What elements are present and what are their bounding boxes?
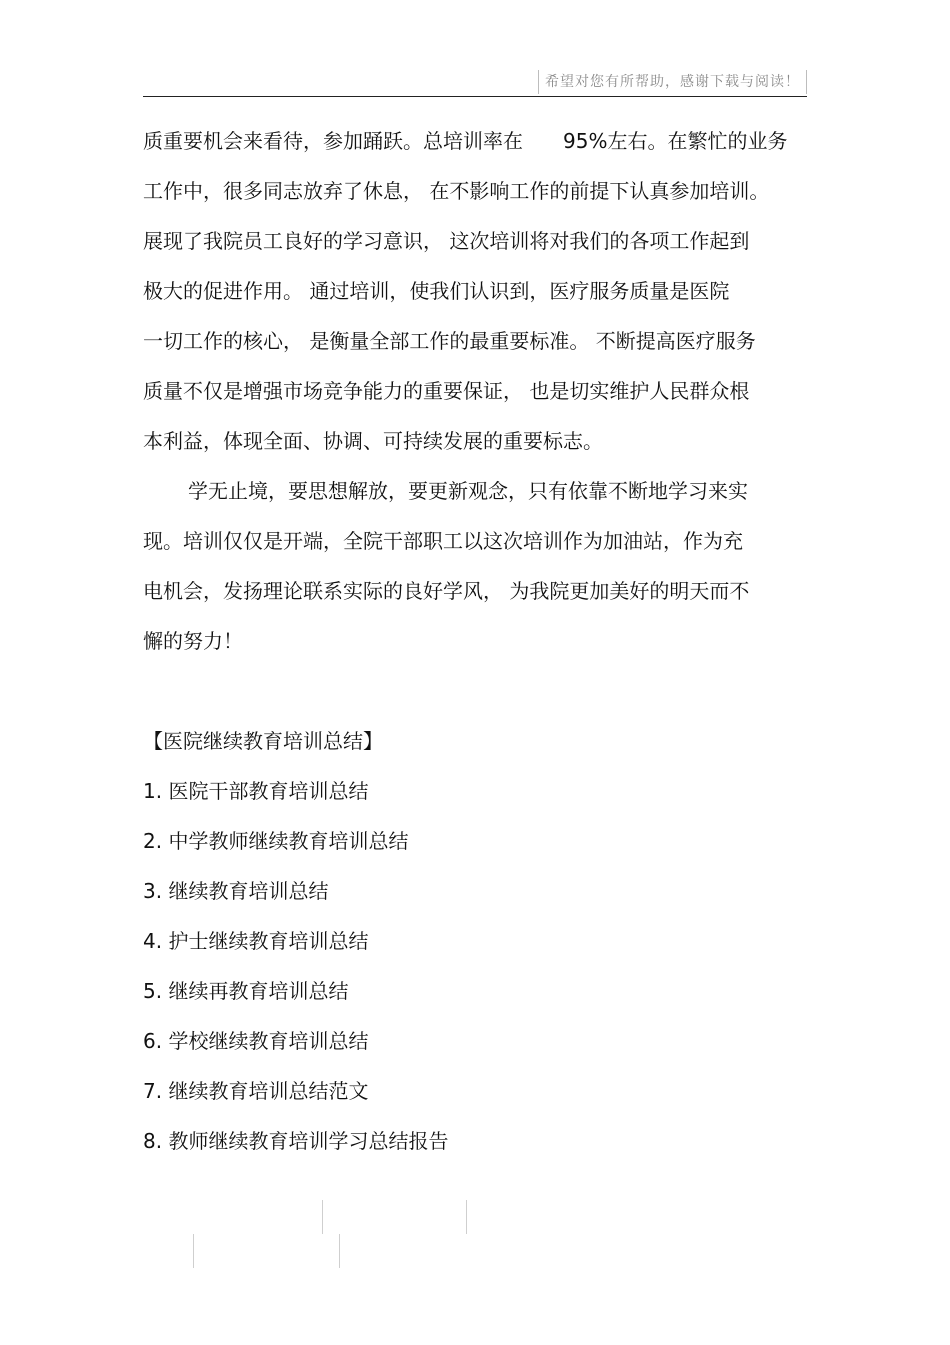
header-note: 希望对您有所帮助，感谢下载与阅读！	[538, 70, 807, 94]
related-item-7[interactable]: 7. 继续教育培训总结范文	[143, 1079, 369, 1103]
body-line: 一切工作的核心， 是衡量全部工作的最重要标准。 不断提高医疗服务	[143, 329, 756, 353]
body-line: 质量不仅是增强市场竞争能力的重要保证， 也是切实维护人民群众根	[143, 379, 750, 403]
scan-mark	[339, 1234, 340, 1268]
scan-mark	[193, 1234, 194, 1268]
related-item-6[interactable]: 6. 学校继续教育培训总结	[143, 1029, 369, 1053]
body-line: 电机会，发扬理论联系实际的良好学风， 为我院更加美好的明天而不	[143, 579, 750, 603]
body-line: 学无止境，要思想解放，要更新观念，只有依靠不断地学习来实	[188, 479, 748, 503]
body-line: 极大的促进作用。 通过培训，使我们认识到，医疗服务质量是医院	[143, 279, 730, 303]
body-line: 懈的努力！	[143, 629, 243, 653]
body-line: 工作中，很多同志放弃了休息， 在不影响工作的前提下认真参加培训。	[143, 179, 770, 203]
body-line: 展现了我院员工良好的学习意识， 这次培训将对我们的各项工作起到	[143, 229, 750, 253]
body-line: 现。培训仅仅是开端，全院干部职工以这次培训作为加油站，作为充	[143, 529, 743, 553]
related-item-1[interactable]: 1. 医院干部教育培训总结	[143, 779, 369, 803]
body-text	[143, 116, 807, 666]
body-line: 本利益，体现全面、协调、可持续发展的重要标志。	[143, 429, 603, 453]
scan-mark	[322, 1200, 323, 1234]
related-item-8[interactable]: 8. 教师继续教育培训学习总结报告	[143, 1129, 449, 1153]
related-title: 【医院继续教育培训总结】	[143, 729, 383, 753]
scan-mark	[466, 1200, 467, 1234]
related-item-5[interactable]: 5. 继续再教育培训总结	[143, 979, 349, 1003]
related-item-2[interactable]: 2. 中学教师继续教育培训总结	[143, 829, 409, 853]
header-divider	[143, 96, 807, 97]
related-item-4[interactable]: 4. 护士继续教育培训总结	[143, 929, 369, 953]
body-line: 质重要机会来看待，参加踊跃。总培训率在 95%左右。在繁忙的业务	[143, 129, 788, 153]
related-item-3[interactable]: 3. 继续教育培训总结	[143, 879, 329, 903]
related-list	[143, 766, 448, 1166]
